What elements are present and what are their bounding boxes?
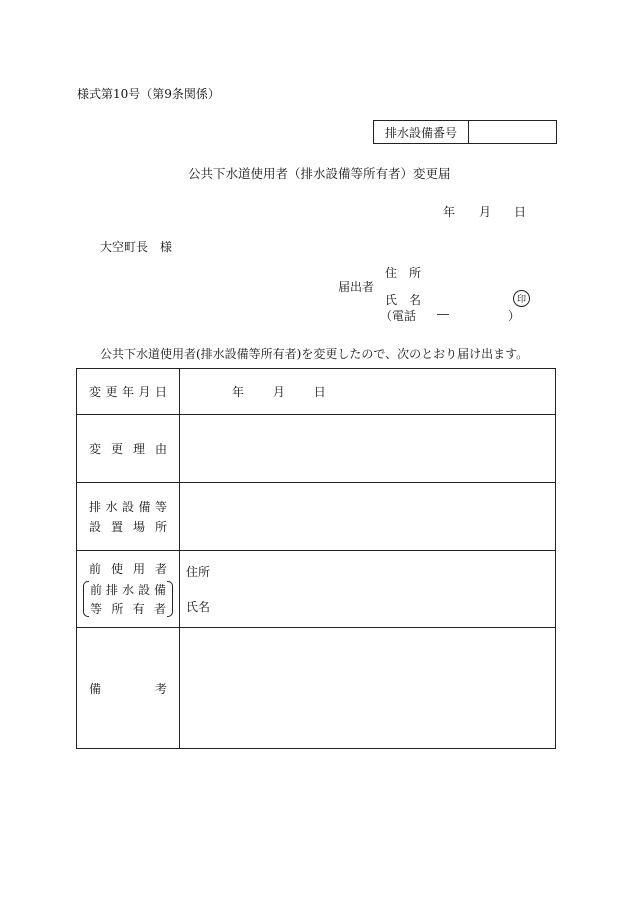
notifier-label: 届出者 xyxy=(338,280,375,294)
label-char: 変 xyxy=(89,442,102,456)
label-char: 考 xyxy=(154,681,167,696)
date-year: 年 xyxy=(443,205,456,219)
location-value[interactable] xyxy=(180,483,556,551)
label-char: 等 xyxy=(154,500,167,514)
label-char: 用 xyxy=(132,562,145,576)
phone-close: ） xyxy=(508,309,521,323)
date-month: 月 xyxy=(479,205,492,219)
remarks-label xyxy=(77,628,180,749)
phone-open: （電話 xyxy=(380,309,417,323)
notifier-name-label: 氏 名 xyxy=(385,293,422,307)
label-char: 者 xyxy=(153,602,166,616)
previous-user-label xyxy=(77,551,180,628)
label-char: 備 xyxy=(138,500,151,514)
row-previous-user xyxy=(77,551,556,628)
form-id: 様式第10号（第9条関係） xyxy=(77,87,220,101)
notifier-address-label: 住 所 xyxy=(385,266,422,280)
label-char: 等 xyxy=(90,602,103,616)
notification-table xyxy=(76,368,556,749)
label-char: 場 xyxy=(132,520,145,534)
label-char: 備 xyxy=(153,583,166,597)
seal-icon: 印 xyxy=(513,290,530,307)
label-char: 日 xyxy=(154,385,167,399)
document-title: 公共下水道使用者（排水設備等所有者）変更届 xyxy=(188,166,451,181)
label-char: 設 xyxy=(89,520,102,534)
label-char: 設 xyxy=(137,583,150,597)
change-date-month: 月 xyxy=(272,385,285,399)
change-date-year: 年 xyxy=(232,385,245,399)
label-char: 所 xyxy=(154,520,167,534)
row-reason xyxy=(77,415,556,483)
drainage-number-label: 排水設備番号 xyxy=(374,121,469,143)
change-date-value[interactable] xyxy=(180,369,556,415)
reason-value[interactable] xyxy=(180,415,556,483)
label-char: 理 xyxy=(132,442,145,456)
label-char: 更 xyxy=(105,385,118,399)
label-char: 年 xyxy=(121,385,134,399)
previous-user-value[interactable] xyxy=(180,551,556,628)
label-char: 置 xyxy=(110,520,123,534)
label-char: 排 xyxy=(89,500,102,514)
reason-label xyxy=(77,415,180,483)
label-char: 所 xyxy=(111,602,124,616)
label-char: 由 xyxy=(154,442,167,456)
statement: 公共下水道使用者(排水設備等所有者)を変更したので、次のとおり届け出ます。 xyxy=(100,347,529,361)
remarks-value[interactable] xyxy=(180,628,556,749)
label-char: 排 xyxy=(105,583,118,597)
row-location xyxy=(77,483,556,551)
label-char: 使 xyxy=(110,562,123,576)
label-char: 水 xyxy=(121,583,134,597)
label-char: 水 xyxy=(105,500,118,514)
label-char: 前 xyxy=(90,583,103,597)
label-char: 月 xyxy=(138,385,151,399)
previous-user-address-label: 住所 xyxy=(186,565,211,579)
date-day: 日 xyxy=(514,205,527,219)
label-char: 有 xyxy=(132,602,145,616)
label-char: 変 xyxy=(89,385,102,399)
change-date-day: 日 xyxy=(313,385,326,399)
label-char: 更 xyxy=(110,442,123,456)
addressee: 大空町長 様 xyxy=(100,240,173,254)
drainage-number-box xyxy=(373,120,557,144)
label-char: 備 xyxy=(89,681,102,696)
label-char: 前 xyxy=(89,562,102,576)
phone-dash: ― xyxy=(437,307,449,321)
label-char: 設 xyxy=(121,500,134,514)
drainage-number-value[interactable] xyxy=(469,121,556,143)
location-label xyxy=(77,483,180,551)
label-char: 者 xyxy=(154,562,167,576)
previous-owner-bracket xyxy=(83,580,173,618)
previous-user-name-label: 氏名 xyxy=(186,600,211,614)
change-date-label xyxy=(77,369,180,415)
row-change-date xyxy=(77,369,556,415)
row-remarks xyxy=(77,628,556,749)
